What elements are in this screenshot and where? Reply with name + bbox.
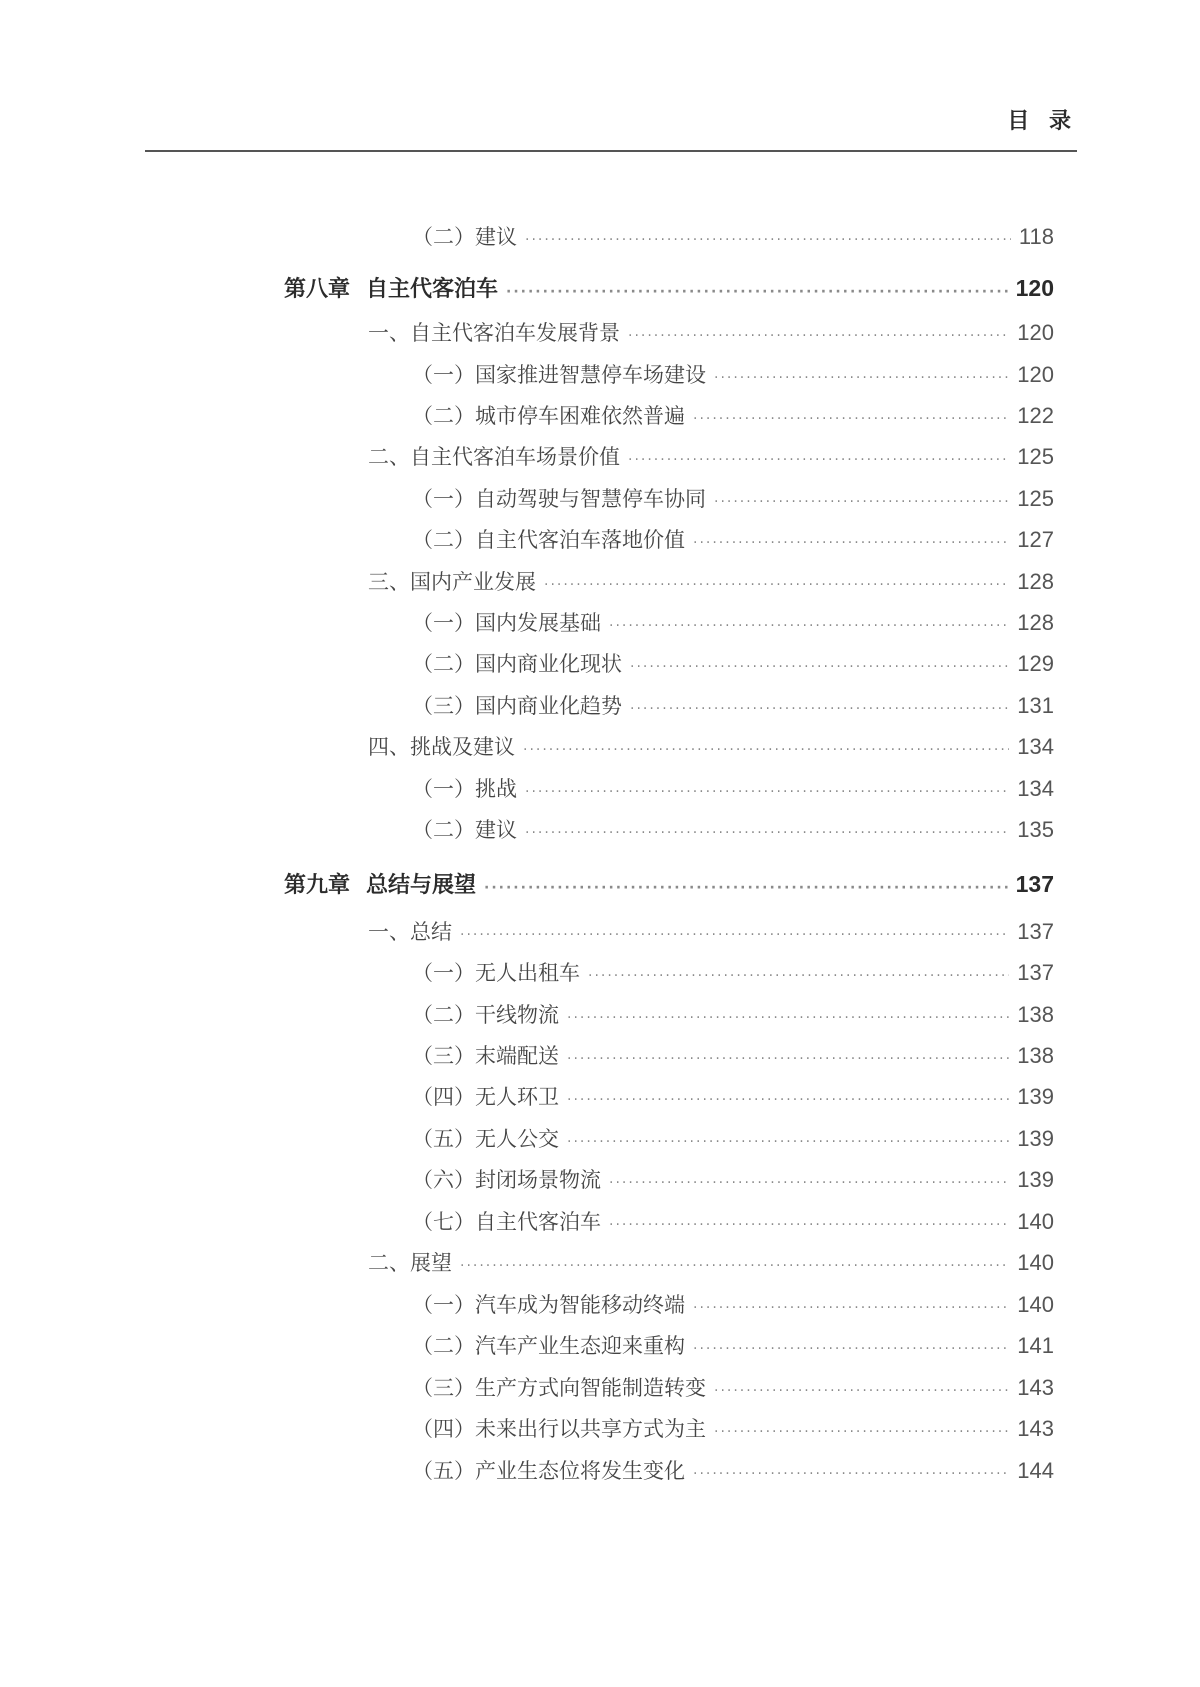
toc-entry-label: 一、总结 <box>368 920 452 944</box>
toc-page-number: 127 <box>1017 527 1054 552</box>
chapter-number: 第八章 <box>284 277 351 302</box>
toc-entry[interactable] <box>412 1207 1054 1240</box>
toc-page-number: 139 <box>1017 1084 1054 1109</box>
toc-leader-dots <box>567 1003 1009 1033</box>
toc-entry[interactable] <box>412 958 1054 991</box>
toc-entry-label: （二）汽车产业生态迎来重构 <box>412 1334 685 1358</box>
toc-entry-label: （二）城市停车困难依然普遍 <box>412 404 685 428</box>
toc-entry[interactable] <box>412 1456 1054 1489</box>
toc-entry[interactable] <box>412 1041 1054 1074</box>
toc-leader-dots <box>544 570 1009 600</box>
toc-entry-label: （一）汽车成为智能移动终端 <box>412 1293 685 1317</box>
toc-entry-label: （五）无人公交 <box>412 1127 559 1151</box>
toc-leader-dots <box>460 920 1009 950</box>
toc-entry-label: 二、展望 <box>368 1251 452 1275</box>
toc-entry-label: （一）国家推进智慧停车场建设 <box>412 363 706 387</box>
toc-entry[interactable] <box>412 1165 1054 1198</box>
toc-leader-dots <box>567 1085 1009 1115</box>
toc-page-number: 137 <box>1017 919 1054 944</box>
toc-page-number: 140 <box>1017 1209 1054 1234</box>
toc-leader-dots <box>460 1251 1009 1281</box>
toc-entry[interactable] <box>412 360 1054 393</box>
toc-leader-dots <box>609 1168 1009 1198</box>
toc-page-number: 137 <box>1017 960 1054 985</box>
toc-leader-dots <box>714 1376 1009 1406</box>
toc-entry-label: （二）自主代客泊车落地价值 <box>412 528 685 552</box>
chapter-title: 自主代客泊车 <box>366 277 499 302</box>
toc-entry[interactable] <box>412 1331 1054 1364</box>
toc-page-number: 134 <box>1017 776 1054 801</box>
toc-chapter-entry[interactable] <box>284 273 1054 307</box>
toc-entry-label: （一）无人出租车 <box>412 961 580 985</box>
toc-entry[interactable] <box>412 608 1054 641</box>
toc-page-number: 141 <box>1017 1333 1054 1358</box>
toc-leader-dots <box>628 445 1009 475</box>
toc-entry[interactable] <box>412 1000 1054 1033</box>
chapter-title: 总结与展望 <box>366 873 477 898</box>
toc-entry-label: （三）生产方式向智能制造转变 <box>412 1376 706 1400</box>
toc-page-number: 143 <box>1017 1416 1054 1441</box>
toc-entry-label: （四）未来出行以共享方式为主 <box>412 1417 706 1441</box>
toc-chapter-entry[interactable] <box>284 869 1054 903</box>
toc-page-number: 128 <box>1017 569 1054 594</box>
toc-section-entry[interactable] <box>368 567 1054 600</box>
toc-entry-label: （七）自主代客泊车 <box>412 1210 601 1234</box>
toc-leader-dots <box>567 1127 1009 1157</box>
toc-page-number: 135 <box>1017 817 1054 842</box>
toc-entry[interactable] <box>412 401 1054 434</box>
toc-entry-label: （四）无人环卫 <box>412 1085 559 1109</box>
toc-page-number: 122 <box>1017 403 1054 428</box>
toc-section-entry[interactable] <box>368 732 1054 765</box>
toc-entry[interactable] <box>412 691 1054 724</box>
toc-leader-dots <box>609 1210 1009 1240</box>
toc-page-number: 120 <box>1017 362 1054 387</box>
toc-entry[interactable] <box>412 649 1054 682</box>
toc-leader-dots <box>525 777 1009 807</box>
toc-leader-dots <box>525 225 1011 255</box>
toc-page-number: 138 <box>1017 1043 1054 1068</box>
toc-leader-dots <box>714 1417 1009 1447</box>
toc-entry[interactable] <box>412 222 1054 255</box>
toc-page-number: 120 <box>1015 275 1054 301</box>
toc-section-entry[interactable] <box>368 917 1054 950</box>
toc-leader-dots <box>714 363 1009 393</box>
toc-entry-label: （三）国内商业化趋势 <box>412 694 622 718</box>
toc-page-number: 140 <box>1017 1292 1054 1317</box>
toc-page-number: 138 <box>1017 1002 1054 1027</box>
page-header-title: 目 录 <box>1007 109 1077 134</box>
toc-entry[interactable] <box>412 1124 1054 1157</box>
chapter-number: 第九章 <box>284 873 351 898</box>
toc-page-number: 140 <box>1017 1250 1054 1275</box>
toc-page-number: 137 <box>1015 871 1054 897</box>
toc-entry-label: （二）建议 <box>412 818 517 842</box>
toc-page-number: 143 <box>1017 1375 1054 1400</box>
toc-page-number: 134 <box>1017 734 1054 759</box>
toc-leader-dots <box>693 1334 1009 1364</box>
toc-entry-label: （二）干线物流 <box>412 1003 559 1027</box>
toc-page-number: 139 <box>1017 1167 1054 1192</box>
toc-leader-dots <box>506 277 1008 307</box>
toc-page-number: 131 <box>1017 693 1054 718</box>
toc-entry-label: （二）建议 <box>412 225 517 249</box>
toc-leader-dots <box>693 1459 1009 1489</box>
toc-leader-dots <box>714 487 1009 517</box>
toc-entry-label: 三、国内产业发展 <box>368 570 536 594</box>
toc-entry-label: （五）产业生态位将发生变化 <box>412 1459 685 1483</box>
toc-page-number: 125 <box>1017 486 1054 511</box>
toc-entry-label: （三）末端配送 <box>412 1044 559 1068</box>
toc-page-number: 144 <box>1017 1458 1054 1483</box>
toc-leader-dots <box>630 694 1009 724</box>
toc-leader-dots <box>588 961 1009 991</box>
toc-page-number: 120 <box>1017 320 1054 345</box>
toc-leader-dots <box>693 1293 1009 1323</box>
toc-entry[interactable] <box>412 815 1054 848</box>
toc-entry[interactable] <box>412 774 1054 807</box>
toc-entry-label: （六）封闭场景物流 <box>412 1168 601 1192</box>
toc-entry[interactable] <box>412 484 1054 517</box>
toc-page-number: 128 <box>1017 610 1054 635</box>
toc-entry-label: （一）挑战 <box>412 777 517 801</box>
toc-leader-dots <box>628 321 1009 351</box>
toc-leader-dots <box>525 818 1009 848</box>
toc-page-number: 139 <box>1017 1126 1054 1151</box>
toc-entry[interactable] <box>412 525 1054 558</box>
toc-leader-dots <box>567 1044 1009 1074</box>
toc-section-entry[interactable] <box>368 1248 1054 1281</box>
toc-entry-label: （二）国内商业化现状 <box>412 652 622 676</box>
toc-entry-label: （一）自动驾驶与智慧停车协同 <box>412 487 706 511</box>
toc-leader-dots <box>523 735 1009 765</box>
toc-leader-dots <box>609 611 1009 641</box>
toc-entry-label: 二、自主代客泊车场景价值 <box>368 445 620 469</box>
toc-leader-dots <box>630 652 1009 682</box>
toc-entry-label: 四、挑战及建议 <box>368 735 515 759</box>
toc-page-number: 118 <box>1018 224 1054 249</box>
toc-entry[interactable] <box>412 1082 1054 1115</box>
toc-entry[interactable] <box>412 1290 1054 1323</box>
toc-leader-dots <box>693 404 1009 434</box>
toc-entry[interactable] <box>412 1373 1054 1406</box>
toc-entry-label: 一、自主代客泊车发展背景 <box>368 321 620 345</box>
toc-leader-dots <box>693 528 1009 558</box>
toc-entry-label: （一）国内发展基础 <box>412 611 601 635</box>
toc-leader-dots <box>484 873 1008 903</box>
toc-section-entry[interactable] <box>368 442 1054 475</box>
toc-page-number: 125 <box>1017 444 1054 469</box>
toc-page-number: 129 <box>1017 651 1054 676</box>
toc-section-entry[interactable] <box>368 318 1054 351</box>
toc-entry[interactable] <box>412 1414 1054 1447</box>
